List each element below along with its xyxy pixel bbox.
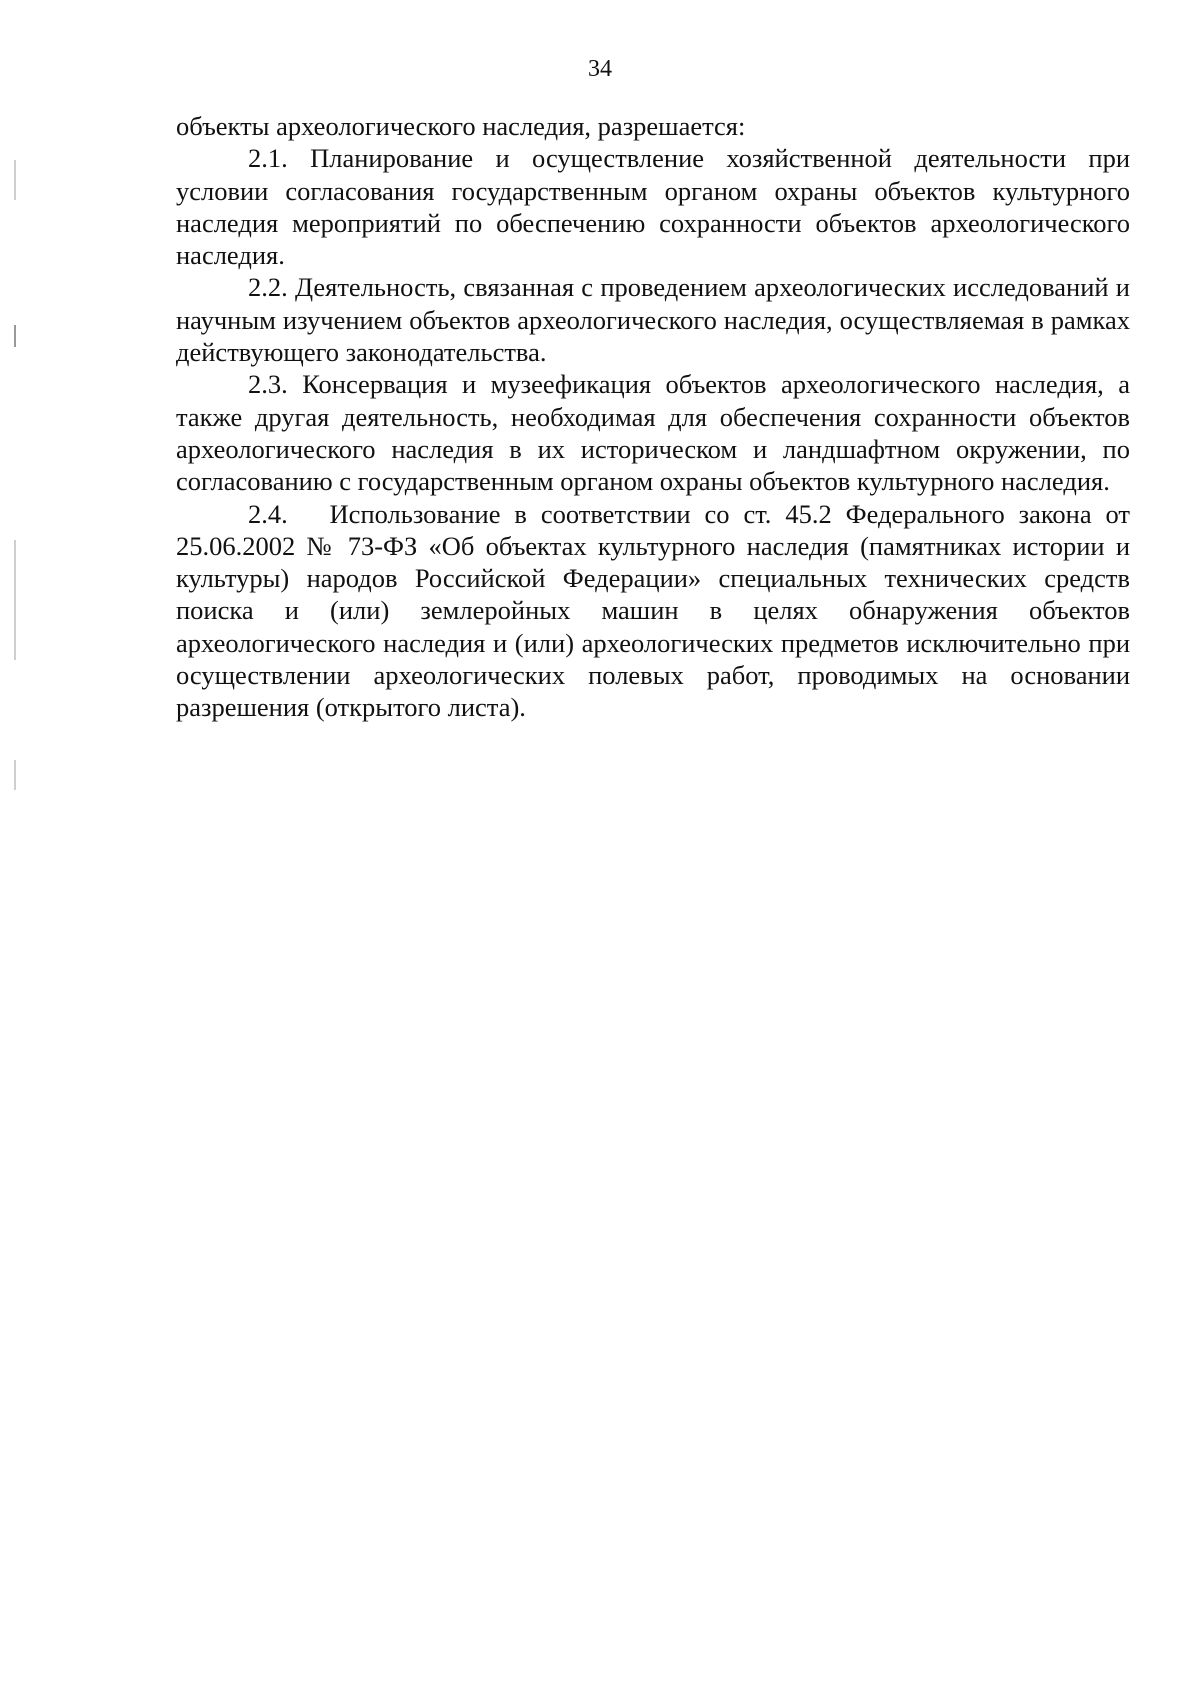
scan-artifact <box>14 160 16 200</box>
paragraph-text: объекты археологического наследия, разрешается: <box>176 111 746 141</box>
scan-artifact <box>14 540 16 660</box>
clause-2-1 <box>176 142 1130 271</box>
clause-2-2 <box>176 271 1130 368</box>
clause-number: 2.3. <box>248 369 288 400</box>
clause-text: Использование в соответствии со ст. 45.2 Федерального закона от 25.06.2002 № 73-ФЗ «Об объектах культурного наследия (памятниках истории и культуры) народов Российской Федерации» специальных технических средств поиска и (или) землеройных машин в целях обнаружения объектов археологического наследия и (или) археологических предметов исключительно при осуществлении археологических полевых работ, проводимых на основании разрешения (открытого листа). <box>176 498 1130 723</box>
clause-number: 2.2. <box>248 272 288 303</box>
document-body <box>176 110 1130 724</box>
intro-paragraph <box>176 110 1130 142</box>
clause-text: Деятельность, связанная с проведением археологических исследований и научным изучением объектов археологического наследия, осуществляемая в рамках действующего законодательства. <box>176 272 1130 368</box>
clause-2-3 <box>176 368 1130 497</box>
clause-2-4 <box>176 498 1130 724</box>
clause-text: Консервация и музеефикация объектов археологического наследия, а также другая деятельность, необходимая для обеспечения сохранности объектов археологического наследия в их историческом и ландшафтном окружении, по согласованию с государственным органом охраны объектов культурного наследия. <box>176 369 1130 497</box>
page-number: 34 <box>588 56 612 82</box>
clause-number: 2.4. <box>248 498 288 529</box>
clause-number: 2.1. <box>248 143 288 174</box>
clause-text: Планирование и осуществление хозяйственной деятельности при условии согласования государственным органом охраны объектов культурного наследия мероприятий по обеспечению сохранности объектов археологического наследия. <box>176 143 1131 271</box>
scan-artifact <box>14 325 16 347</box>
scan-artifact <box>14 760 16 790</box>
